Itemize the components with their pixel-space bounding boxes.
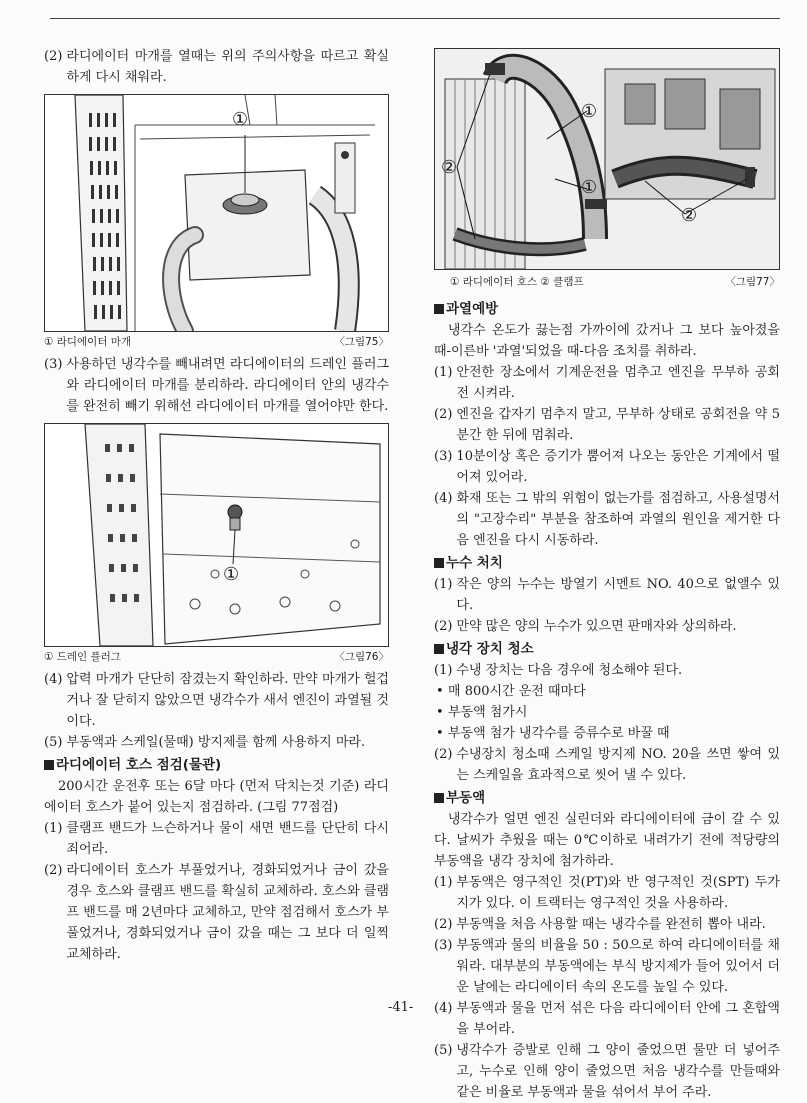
item-text: 부동액과 물의 비율을 50 : 50으로 하여 라디에이터를 채워라. 대부분의 부동액에는 부식 방지제가 들어 있어서 더운 날에는 라디에이터 속의 온도를 높일 수 있다. [456, 938, 780, 995]
figure-77-caption [434, 274, 780, 290]
callout-1: ① [223, 564, 240, 585]
bullet-dot-icon: • [436, 705, 444, 720]
antifreeze-item-5 [434, 1040, 780, 1103]
item-number: (1) [434, 875, 453, 890]
radiator-hose-illustration [435, 49, 779, 269]
callout-2-left: ② [441, 157, 458, 178]
heading-text: 과열예방 [446, 301, 499, 317]
item-number: (3) [44, 357, 63, 372]
clean-bullet-3 [434, 723, 780, 744]
figure-75 [44, 94, 389, 332]
antifreeze-item-2 [434, 914, 780, 935]
item-number: (5) [434, 1043, 453, 1058]
square-bullet-icon [434, 558, 444, 568]
antifreeze-item-3 [434, 935, 780, 998]
section-heading-overheat [434, 298, 780, 320]
item-text: 수냉장치 청소때 스케일 방지제 NO. 20을 쓰면 쌓여 있는 스케일을 효과적으로 씻어 낼 수 있다. [456, 747, 780, 783]
section-heading-clean [434, 638, 780, 660]
item-number: (2) [434, 407, 453, 422]
item-number: (2) [44, 49, 63, 64]
antifreeze-item-4 [434, 998, 780, 1040]
bullet-dot-icon: • [436, 684, 444, 699]
item-number: (2) [434, 917, 453, 932]
item-number: (4) [44, 672, 63, 687]
clean-bullet-1 [434, 681, 780, 702]
overheat-intro: 냉각수 온도가 끓는점 가까이에 갔거나 그 보다 높아졌을 때-이른바 '과열'되었을 때-다음 조치를 취하라. [434, 323, 780, 359]
item-text: 화재 또는 그 밖의 위험이 없는가를 점검하고, 사용설명서의 "고장수리" 부분을 참조하여 과열의 원인을 제거한 다음 엔진을 다시 시동하라. [456, 491, 780, 548]
figure-label: 〈그림75〉 [334, 336, 389, 348]
figure-label: 〈그림77〉 [725, 276, 780, 288]
top-rule [50, 18, 780, 19]
overheat-item-3 [434, 446, 780, 488]
bullet-dot-icon: • [436, 726, 444, 741]
overheat-item-1 [434, 362, 780, 404]
figure-76 [44, 423, 389, 647]
callout-1-lower: ① [581, 177, 598, 198]
square-bullet-icon [434, 793, 444, 803]
overheat-item-4 [434, 488, 780, 551]
callout-1: ① [232, 109, 249, 130]
heading-text: 냉각 장치 청소 [446, 641, 534, 657]
item-number: (1) [434, 577, 453, 592]
figure-76-caption [44, 649, 389, 665]
item-text: 만약 많은 양의 누수가 있으면 판매자와 상의하라. [456, 619, 737, 634]
item-text: 수냉 장치는 다음 경우에 청소해야 된다. [456, 663, 683, 678]
item-text: 라디에이터 호스가 부풀었거나, 경화되었거나 금이 갔을 경우 호스와 클램프 밴드를 확실히 교체하라. 호스와 클램프 밴드를 매 2년마다 교체하고, 만약 점검해서 호스가 부풀었거나, 경화되었거나 금이 갔을 때는 그 보다 더 일찍 교체하라. [66, 863, 389, 962]
antifreeze-item-1 [434, 872, 780, 914]
callout-2-right: ② [681, 205, 698, 226]
overheat-item-2 [434, 404, 780, 446]
clean-item-2 [434, 744, 780, 786]
heading-text: 라디에이터 호스 점검(물관) [56, 757, 222, 773]
square-bullet-icon [434, 644, 444, 654]
item-number: (3) [434, 449, 453, 464]
left-column [44, 46, 389, 965]
leak-item-2 [434, 616, 780, 637]
item-number: (1) [44, 821, 63, 836]
item-text: 부동액은 영구적인 것(PT)와 반 영구적인 것(SPT) 두가지가 있다. 이 트랙터는 영구적인 것을 사용하라. [456, 875, 780, 911]
section-heading-leak [434, 552, 780, 574]
item-text: 안전한 장소에서 기계운전을 멈추고 엔진을 무부하 공회전 시켜라. [456, 365, 780, 401]
item-text: 부동액을 처음 사용할 때는 냉각수를 완전히 뽑아 내라. [456, 917, 766, 932]
figure-75-caption [44, 334, 389, 350]
leak-item-1 [434, 574, 780, 616]
radiator-cap-illustration [45, 95, 388, 331]
heading-text: 누수 처치 [446, 555, 503, 571]
item-text: 부동액과 물을 먼저 섞은 다음 라디에이터 안에 그 혼합액을 부어라. [456, 1001, 780, 1037]
hose-intro: 200시간 운전후 또는 6달 마다 (먼저 닥치는것 기준) 라디에이터 호스가 붙어 있는지 점검하라. (그림 77점검) [44, 779, 389, 815]
square-bullet-icon [44, 760, 54, 770]
figure-77 [434, 48, 780, 270]
left-item-2 [44, 46, 389, 88]
item-number: (2) [434, 619, 453, 634]
item-text: 작은 양의 누수는 방열기 시멘트 NO. 40으로 없앨수 있다. [456, 577, 780, 613]
item-number: (5) [44, 735, 63, 750]
figure-label: 〈그림76〉 [334, 651, 389, 663]
callout-1-upper: ① [581, 101, 598, 122]
bullet-text: 매 800시간 운전 때마다 [448, 684, 586, 699]
section-heading-antifreeze [434, 787, 780, 809]
item-text: 사용하던 냉각수를 빼내려면 라디에이터의 드레인 플러그와 라디에이터 마개를 분리하라. 라디에이터 안의 냉각수를 완전히 빼기 위해선 라디에이터 마개를 열어야만 한다. [66, 357, 389, 414]
item-number: (3) [434, 938, 453, 953]
section-heading-hose [44, 754, 389, 776]
clean-item-1 [434, 660, 780, 681]
item-number: (1) [434, 663, 453, 678]
bullet-text: 부동액 첨가시 [448, 705, 528, 720]
left-item-3 [44, 354, 389, 417]
item-text: 압력 마개가 단단히 잠겼는지 확인하라. 만약 마개가 헐겁거나 잘 닫히지 않았으면 냉각수가 새서 엔진이 과열될 것이다. [66, 672, 389, 729]
caption-text: ① 라디에이터 마개 [44, 336, 132, 348]
hose-item-1 [44, 818, 389, 860]
item-text: 클램프 밴드가 느슨하거나 물이 새면 밴드를 단단히 다시 죄어라. [66, 821, 389, 857]
item-number: (1) [434, 365, 453, 380]
right-column [434, 48, 780, 1103]
caption-text: ① 드레인 플러그 [44, 651, 121, 663]
antifreeze-intro: 냉각수가 얼면 엔진 실린더와 라디에이터에 금이 갈 수 있다. 날씨가 추웠을 때는 0℃이하로 내려가기 전에 적당량의 부동액을 냉각 장치에 첨가하라. [434, 812, 780, 869]
item-text: 엔진을 갑자기 멈추지 말고, 무부하 상태로 공회전을 약 5분간 한 뒤에 멈춰라. [456, 407, 780, 443]
item-number: (2) [44, 863, 63, 878]
item-text: 라디에이터 마개를 열때는 위의 주의사항을 따르고 확실하게 다시 채워라. [66, 49, 389, 85]
clean-bullet-2 [434, 702, 780, 723]
drain-plug-illustration [45, 424, 388, 646]
item-number: (4) [434, 491, 453, 506]
left-item-5 [44, 732, 389, 753]
hose-item-2 [44, 860, 389, 965]
page-number: -41- [388, 1000, 414, 1015]
heading-text: 부동액 [446, 790, 486, 806]
left-item-4 [44, 669, 389, 732]
square-bullet-icon [434, 304, 444, 314]
item-number: (2) [434, 747, 453, 762]
item-text: 10분이상 혹은 증기가 뿜어져 나오는 동안은 기계에서 떨어져 있어라. [456, 449, 780, 485]
item-number: (4) [434, 1001, 453, 1016]
caption-text: ① 라디에이터 호스 ② 클램프 [450, 276, 584, 288]
item-text: 냉각수가 증발로 인해 그 양이 줄었으면 물만 더 넣어주고, 누수로 인해 양이 줄었으면 처음 냉각수를 만들때와 같은 비율로 부동액과 물을 섞어서 부어 주라. [456, 1043, 780, 1100]
bullet-text: 부동액 첨가 냉각수를 증류수로 바꿀 때 [448, 726, 670, 741]
item-text: 부동액과 스케일(물때) 방지제를 함께 사용하지 마라. [66, 735, 366, 750]
